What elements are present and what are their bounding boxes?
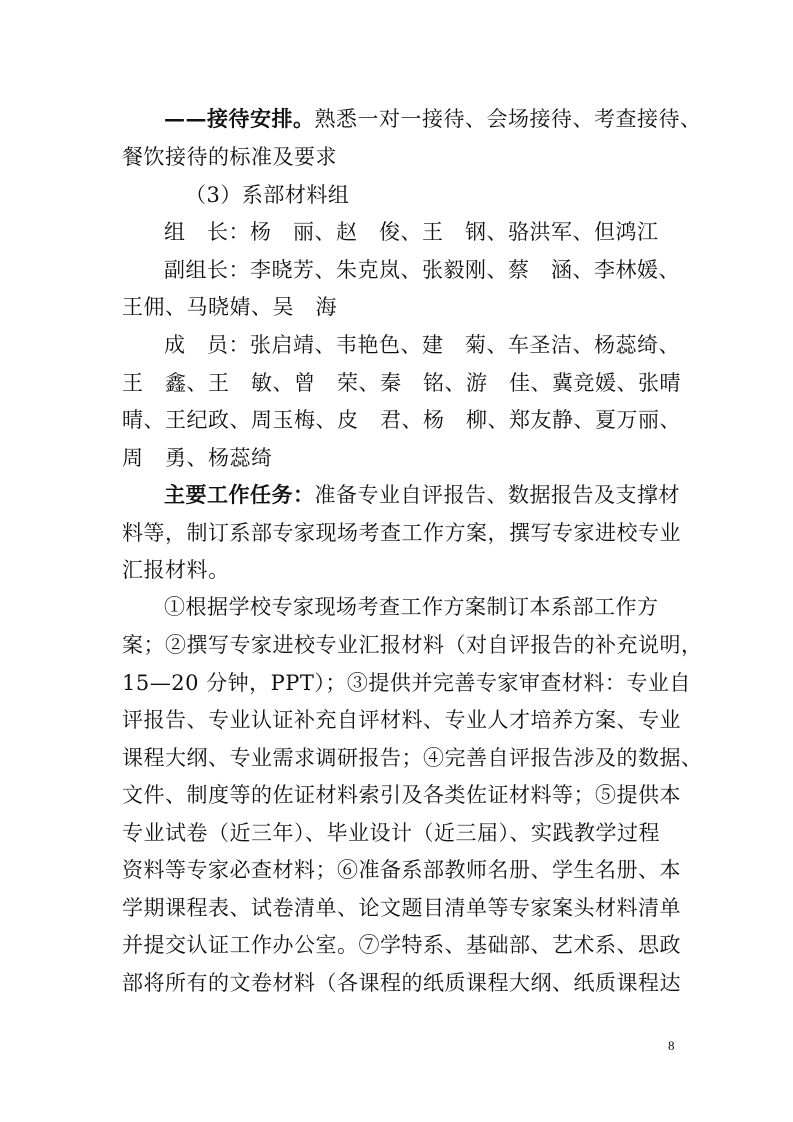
details-line-1: ①根据学校专家现场考查工作方案制订本系部工作方: [164, 595, 659, 619]
reception-paragraph-line-2: 餐饮接待的标准及要求: [122, 145, 337, 169]
group3-members-line-1: 成 员：张启靖、韦艳色、建 菊、车圣洁、杨蕊绮、: [164, 333, 680, 357]
details-line-8: 资料等专家必查材料；⑥准备系部教师名册、学生名册、本: [122, 858, 681, 882]
reception-label: ——接待安排。: [164, 106, 315, 131]
group3-leader-line: 组 长：杨 丽、赵 俊、王 钢、骆洪军、但鸿江: [164, 220, 659, 244]
page-number: 8: [668, 1038, 675, 1053]
details-line-5: 课程大纲、专业需求调研报告；④完善自评报告涉及的数据、: [122, 746, 703, 770]
details-line-10: 并提交认证工作办公室。⑦学特系、基础部、艺术系、思政: [122, 933, 681, 957]
details-line-7: 专业试卷（近三年）、毕业设计（近三届）、实践教学过程: [122, 821, 660, 845]
details-line-3: 15—20 分钟，PPT）；③提供并完善专家审查材料：专业自: [122, 671, 691, 695]
main-task-line-1: [164, 480, 724, 510]
group3-heading: （3）系部材料组: [185, 183, 350, 207]
group3-members-line-3: 晴、王纪政、周玉梅、皮 君、杨 柳、郑友静、夏万丽、: [122, 408, 681, 432]
main-task-text: 准备专业自评报告、数据报告及支撑材: [314, 483, 680, 507]
main-task-label: 主要工作任务：: [164, 482, 315, 507]
reception-text: 熟悉一对一接待、会场接待、考查接待、: [314, 107, 702, 131]
details-line-9: 学期课程表、试卷清单、论文题目清单等专家案头材料清单: [122, 896, 681, 920]
reception-paragraph-line-1: [164, 104, 724, 134]
details-line-4: 评报告、专业认证补充自评材料、专业人才培养方案、专业: [122, 708, 681, 732]
details-line-2: 案；②撰写专家进校专业汇报材料（对自评报告的补充说明，: [122, 633, 703, 657]
group3-vice-line-2: 王佣、马晓婧、吴 海: [122, 295, 337, 319]
details-line-6: 文件、制度等的佐证材料索引及各类佐证材料等；⑤提供本: [122, 783, 681, 807]
group3-vice-line-1: 副组长：李晓芳、朱克岚、张毅刚、蔡 涵、李林媛、: [164, 258, 680, 282]
group3-members-line-2: 王 鑫、王 敏、曾 荣、秦 铭、游 佳、冀竞媛、张晴: [122, 371, 681, 395]
details-line-11: 部将所有的文卷材料（各课程的纸质课程大纲、纸质课程达: [122, 971, 681, 995]
group3-members-line-4: 周 勇、杨蕊绮: [122, 446, 273, 470]
main-task-line-3: 汇报材料。: [122, 558, 230, 582]
main-task-line-2: 料等，制订系部专家现场考查工作方案，撰写专家进校专业: [122, 521, 681, 545]
